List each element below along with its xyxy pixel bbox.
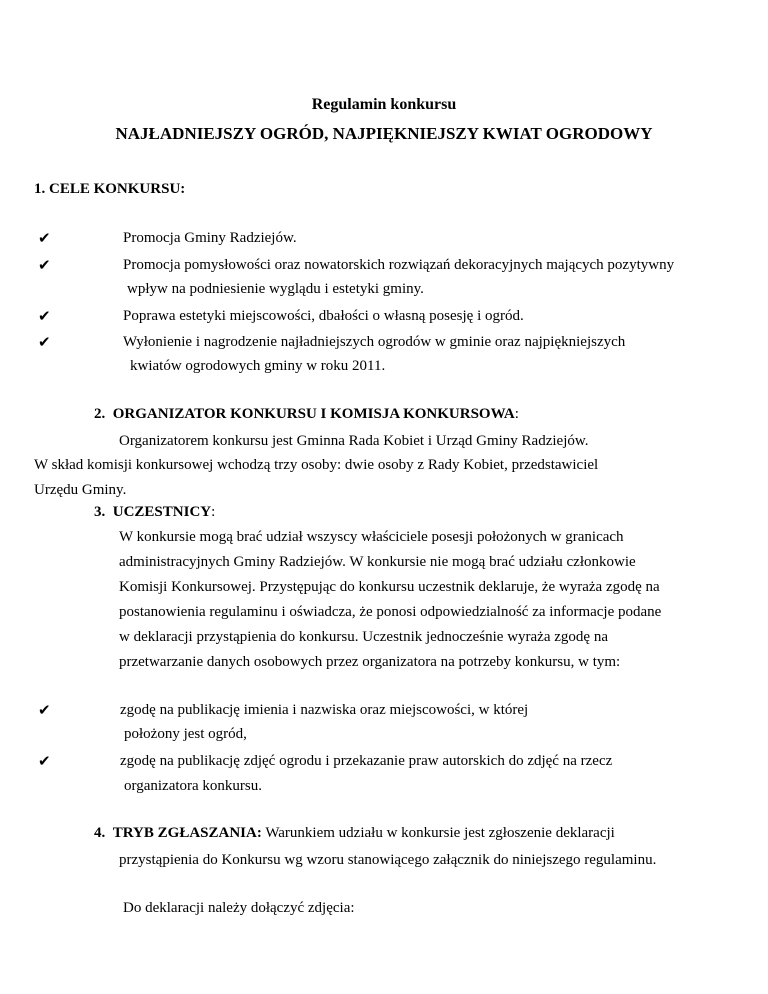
section-title: TRYB ZGŁASZANIA:: [112, 825, 262, 841]
section-2-heading: [94, 405, 519, 423]
document-subtitle: NAJŁADNIEJSZY OGRÓD, NAJPIĘKNIEJSZY KWIAT OGRODOWY: [115, 124, 653, 143]
paragraph-line: przetwarzanie danych osobowych przez organizatora na potrzeby konkursu, w tym:: [119, 654, 621, 670]
paragraph-line: w deklaracji przystąpienia do konkursu. Uczestnik jednocześnie wyraża zgodę na: [119, 629, 608, 645]
list-item-continuation: położony jest ogród,: [124, 726, 247, 742]
section-1-heading: 1. CELE KONKURSU:: [34, 181, 186, 197]
section-3-heading: [94, 503, 215, 521]
checkmark-icon: ✔: [38, 256, 51, 274]
list-item: Wyłonienie i nagrodzenie najładniejszych ogrodów w gminie oraz najpiękniejszych: [123, 334, 626, 350]
paragraph-line: Urzędu Gminy.: [34, 482, 127, 498]
paragraph-line: administracyjnych Gminy Radziejów. W konkursie nie mogą brać udziału członkowie: [119, 554, 636, 570]
list-item-continuation: kwiatów ogrodowych gminy w roku 2011.: [130, 358, 386, 374]
section-number: 2.: [94, 406, 106, 422]
list-item-continuation: organizatora konkursu.: [124, 778, 263, 794]
paragraph-line: W konkursie mogą brać udział wszyscy właściciele posesji położonych w granicach: [119, 529, 624, 545]
paragraph-line: Do deklaracji należy dołączyć zdjęcia:: [123, 900, 355, 916]
section-number: 3.: [94, 504, 106, 520]
list-item: Promocja Gminy Radziejów.: [123, 230, 297, 246]
paragraph-line: postanowienia regulaminu i oświadcza, że ponosi odpowiedzialność za informacje podane: [119, 604, 662, 620]
list-item: zgodę na publikację imienia i nazwiska oraz miejscowości, w której: [120, 702, 529, 718]
paragraph-line: przystąpienia do Konkursu wg wzoru stanowiącego załącznik do niniejszego regulaminu.: [119, 852, 657, 868]
paragraph-line: Komisji Konkursowej. Przystępując do konkursu uczestnik deklaruje, że wyraża zgodę na: [119, 579, 660, 595]
checkmark-icon: ✔: [38, 701, 51, 719]
section-title: ORGANIZATOR KONKURSU I KOMISJA KONKURSOWA: [112, 406, 515, 422]
checkmark-icon: ✔: [38, 229, 51, 247]
heading-colon: :: [514, 406, 519, 422]
document-title: Regulamin konkursu: [311, 96, 457, 113]
checkmark-icon: ✔: [38, 307, 51, 325]
section-title: UCZESTNICY: [112, 504, 212, 520]
paragraph-line: Organizatorem konkursu jest Gminna Rada Kobiet i Urząd Gminy Radziejów.: [119, 433, 589, 449]
list-item-continuation: wpływ na podniesienie wyglądu i estetyki gminy.: [127, 281, 424, 297]
heading-colon: :: [211, 504, 216, 520]
paragraph-line: W skład komisji konkursowej wchodzą trzy osoby: dwie osoby z Rady Kobiet, przedstawiciel: [34, 457, 599, 473]
checkmark-icon: ✔: [38, 333, 51, 351]
list-item: Promocja pomysłowości oraz nowatorskich rozwiązań dekoracyjnych mających pozytywny: [123, 257, 675, 273]
section-number: 4.: [94, 825, 106, 841]
checkmark-icon: ✔: [38, 752, 51, 770]
section-text: Warunkiem udziału w konkursie jest zgłoszenie deklaracji: [261, 825, 615, 841]
list-item: zgodę na publikację zdjęć ogrodu i przekazanie praw autorskich do zdjęć na rzecz: [120, 753, 613, 769]
list-item: Poprawa estetyki miejscowości, dbałości o własną posesję i ogród.: [123, 308, 524, 324]
section-4-heading: [94, 824, 615, 842]
